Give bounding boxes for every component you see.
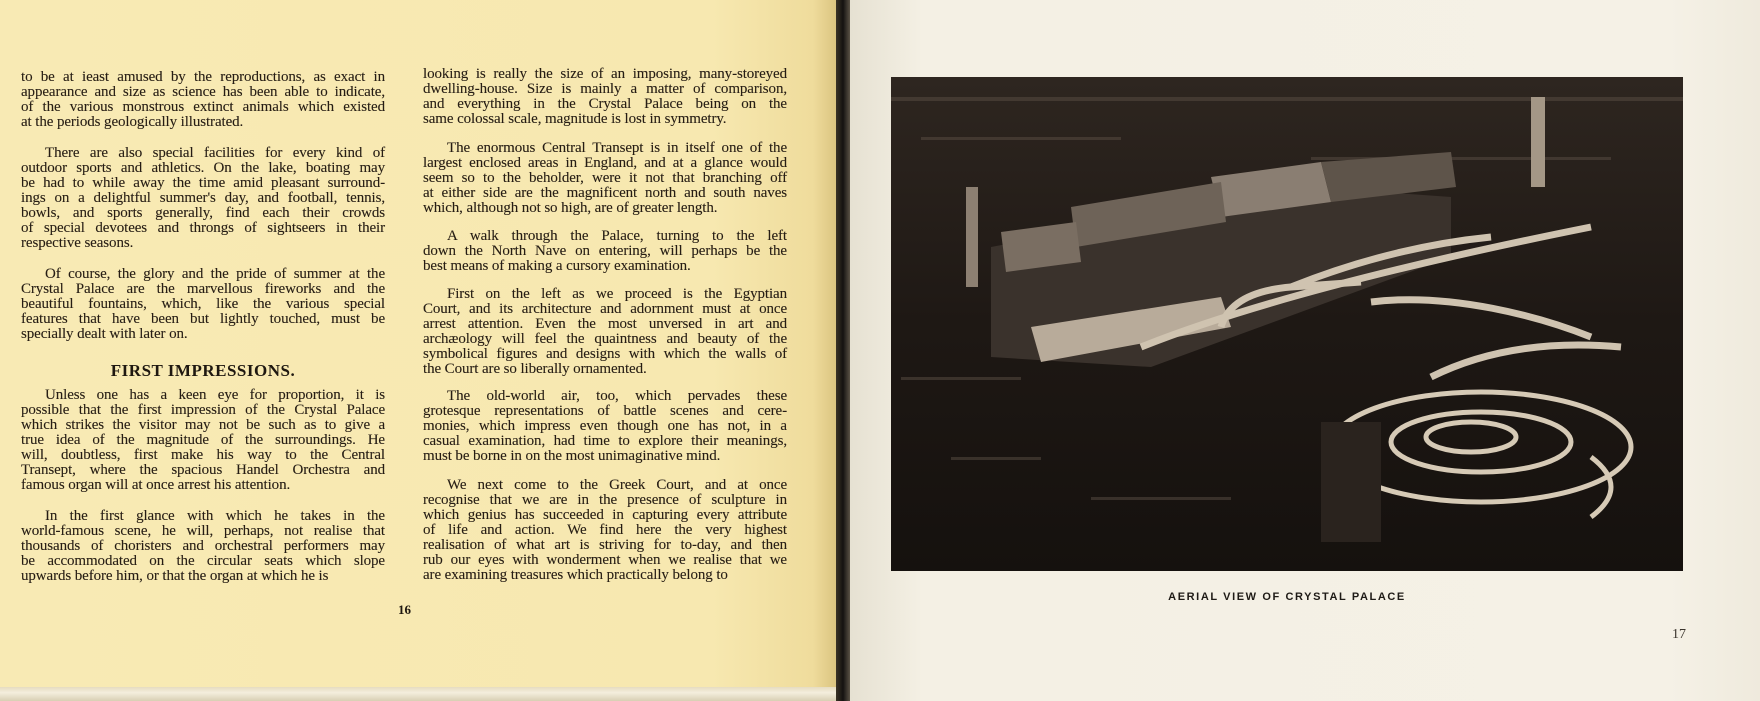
- text-line: down the North Nave on entering, will perhaps be the: [423, 243, 787, 259]
- text-line: The enormous Central Transept is in itself one of the: [447, 140, 787, 156]
- text-line: outdoor sports and athletics. On the lake, boating may: [21, 160, 385, 176]
- text-line: of life and action. We find here the very highest: [423, 522, 787, 538]
- text-line: There are also special facilities for every kind of: [45, 145, 385, 161]
- text-line: best means of making a cursory examination.: [423, 258, 691, 274]
- photo-caption: AERIAL VIEW OF CRYSTAL PALACE: [1168, 591, 1406, 603]
- text-line: the Court are so liberally ornamented.: [423, 361, 647, 377]
- paragraph: [21, 509, 385, 584]
- aerial-photo: [891, 77, 1683, 571]
- text-line: to be at ieast amused by the reproductions, as exact in: [21, 69, 385, 85]
- text-line: will, doubtless, first make his way to the Central: [21, 447, 385, 463]
- text-line: The old-world air, too, which pervades these: [447, 388, 787, 404]
- text-line: at the periods geologically illustrated.: [21, 114, 244, 130]
- buildings-lower: [1321, 422, 1381, 542]
- page-number-right: 17: [1672, 627, 1686, 642]
- paragraph: [21, 146, 385, 251]
- text-line: recognise that we are in the presence of sculpture in: [423, 492, 787, 508]
- text-line: and everything in the Crystal Palace being on the: [423, 96, 787, 112]
- paragraph: [423, 389, 787, 464]
- text-line: First on the left as we proceed is the Egyptian: [447, 286, 787, 302]
- text-line: same colossal scale, magnitude is lost in symmetry.: [423, 111, 727, 127]
- text-line: of the various monstrous extinct animals which existed: [21, 99, 385, 115]
- text-line: which strikes the visitor may not be such as to give a: [21, 417, 385, 433]
- text-line: arrest attention. Even the most unversed in art and: [423, 316, 787, 332]
- text-line: Crystal Palace are the marvellous fireworks and the: [21, 281, 385, 297]
- text-line: world-famous scene, he will, perhaps, not realise that: [21, 523, 385, 539]
- text-line: grotesque representations of battle scenes and cere-: [423, 403, 787, 419]
- text-line: be had to while away the time amid pleasant surround-: [21, 175, 385, 191]
- book-gutter: [836, 0, 850, 701]
- text-line: Of course, the glory and the pride of summer at the: [45, 266, 385, 282]
- text-line: respective seasons.: [21, 235, 134, 251]
- paragraph: [423, 478, 787, 583]
- text-line: appearance and size as science has been able to indicate,: [21, 84, 385, 100]
- text-line: features that have been but lightly touched, must be: [21, 311, 385, 327]
- text-line: A walk through the Palace, turning to the left: [447, 228, 787, 244]
- text-line: rub our eyes with wonderment when we realise that we: [423, 552, 787, 568]
- paragraph: [423, 67, 787, 127]
- text-line: must be borne in on the most unimaginative mind.: [423, 448, 721, 464]
- text-line: Unless one has a keen eye for proportion, it is: [45, 387, 385, 403]
- paragraph: [21, 267, 385, 342]
- paragraph: [423, 287, 787, 377]
- text-line: looking is really the size of an imposing, many-storeyed: [423, 66, 787, 82]
- text-line: symbolical figures and designs with which the walls of: [423, 346, 787, 362]
- text-line: We next come to the Greek Court, and at once: [447, 477, 787, 493]
- text-line: Transept, where the spacious Handel Orchestra and: [21, 462, 385, 478]
- text-line: dwelling-house. Size is mainly a matter of comparison,: [423, 81, 787, 97]
- text-line: realisation of what art is striving for to-day, and then: [423, 537, 787, 553]
- text-line: In the first glance with which he takes in the: [45, 508, 385, 524]
- text-line: beautiful fountains, which, like the various special: [21, 296, 385, 312]
- text-line: which, although not so high, are of greater length.: [423, 200, 718, 216]
- text-line: monies, which impress even though one has not, in a: [423, 418, 787, 434]
- text-line: at either side are the magnificent north and south naves: [423, 185, 787, 201]
- page-number-left: 16: [398, 602, 411, 617]
- text-line: casual examination, had time to explore their meanings,: [423, 433, 787, 449]
- text-line: true idea of the magnitude of the surroundings. He: [21, 432, 385, 448]
- text-line: famous organ will at once arrest his attention.: [21, 477, 291, 493]
- page-bottom-edge: [0, 687, 838, 701]
- text-line: possible that the first impression of the Crystal Palace: [21, 402, 385, 418]
- text-line: which genius has succeeded in capturing every attribute: [423, 507, 787, 523]
- text-line: largest enclosed areas in England, and at a glance would: [423, 155, 787, 171]
- text-line: Court, and its architecture and adornment must at once: [423, 301, 787, 317]
- paragraph: [21, 388, 385, 493]
- water-tower-right: [1531, 97, 1545, 187]
- text-line: seem so to the beholder, were it not that branching off: [423, 170, 787, 186]
- text-line: specially dealt with later on.: [21, 326, 188, 342]
- text-line: thousands of choristers and orchestral performers may: [21, 538, 385, 554]
- text-line: ings on a delightful summer's day, and football, tennis,: [21, 190, 385, 206]
- paragraph: [21, 70, 385, 130]
- text-line: bowls, and sports generally, find each their crowds: [21, 205, 385, 221]
- water-tower-left: [966, 187, 978, 287]
- text-line: be accommodated on the circular seats which slope: [21, 553, 385, 569]
- text-line: are examining treasures which practically belong to: [423, 567, 728, 583]
- text-line: archæology will feel the quaintness and beauty of the: [423, 331, 787, 347]
- text-line: upwards before him, or that the organ at which he is: [21, 568, 329, 584]
- text-line: of special devotees and throngs of sightseers in their: [21, 220, 385, 236]
- section-heading: FIRST IMPRESSIONS.: [110, 361, 296, 380]
- paragraph: [423, 229, 787, 274]
- paragraph: [423, 141, 787, 216]
